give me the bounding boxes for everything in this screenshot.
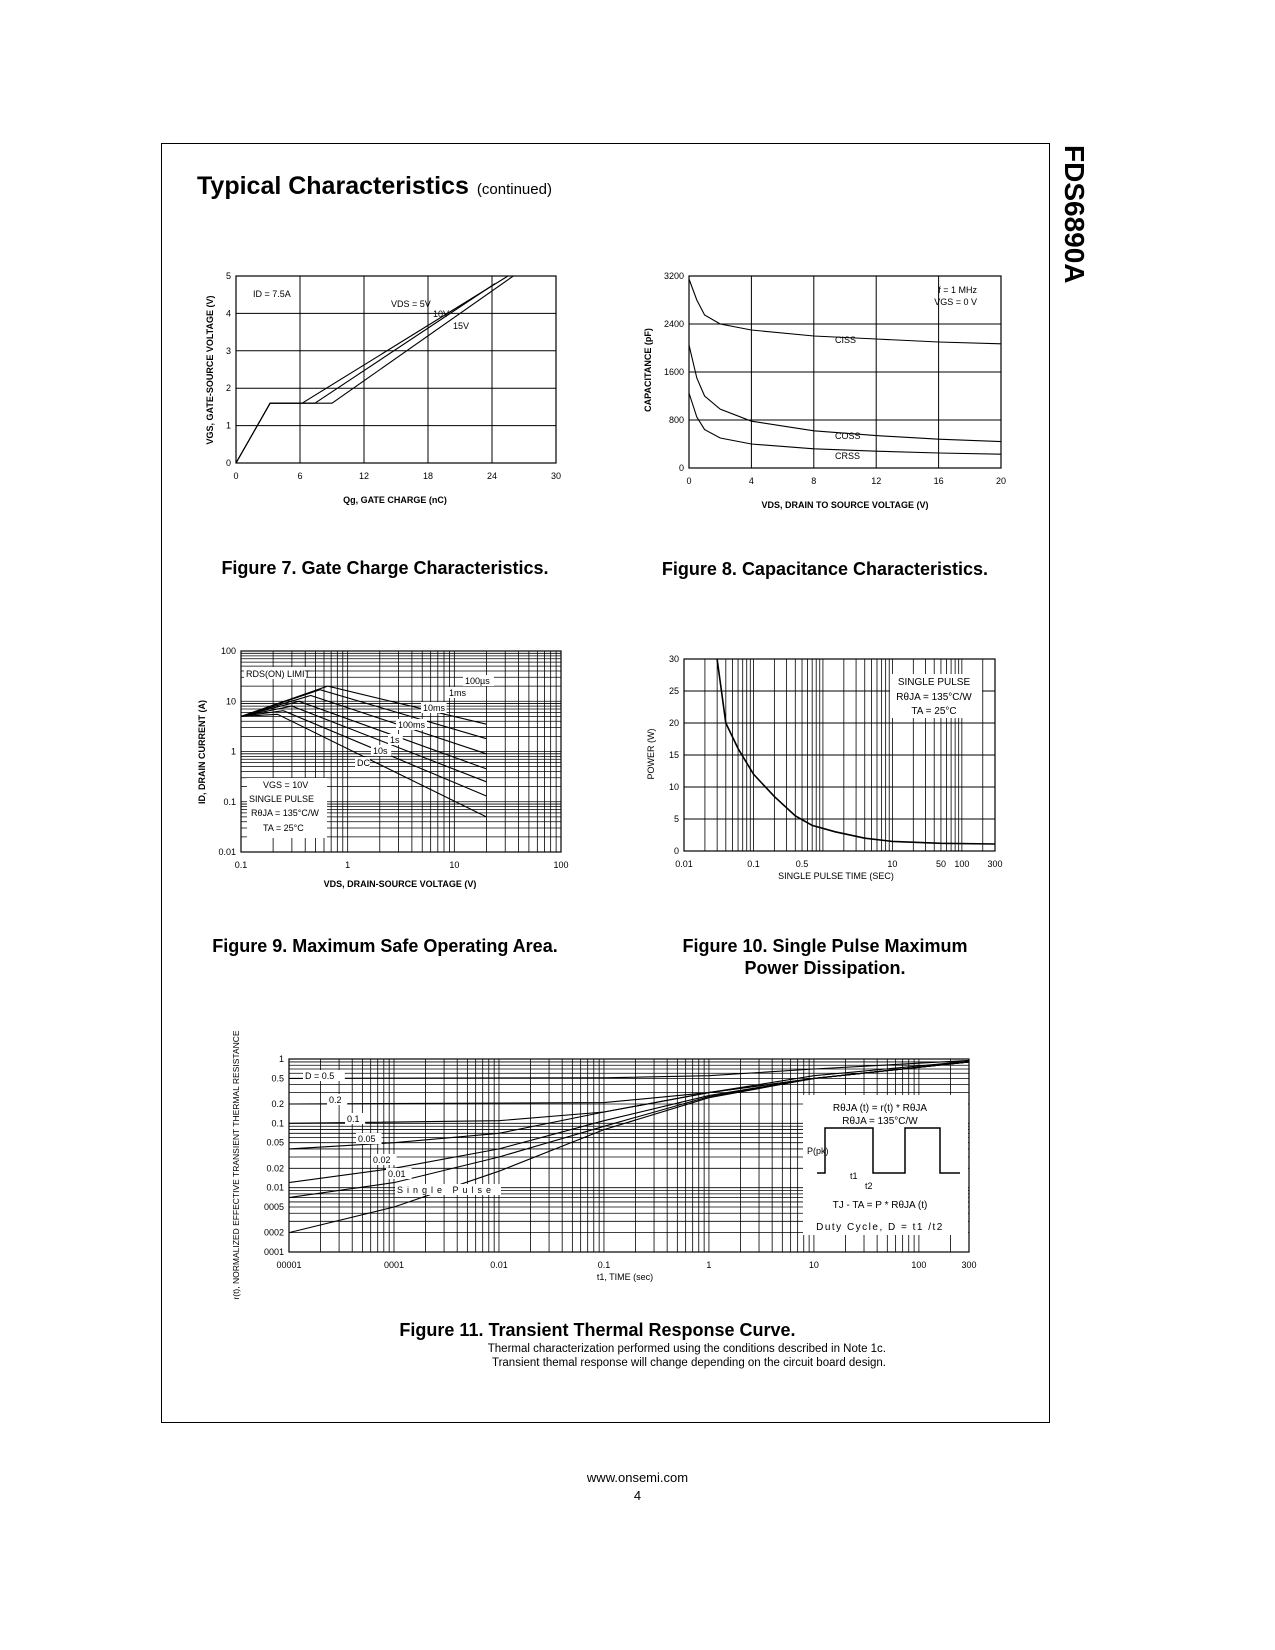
fig8-label-crss: CRSS bbox=[835, 451, 861, 461]
fig7-xlabel: Qg, GATE CHARGE (nC) bbox=[343, 495, 447, 505]
fig8-xlabel: VDS, DRAIN TO SOURCE VOLTAGE (V) bbox=[761, 500, 929, 510]
fig8-ylabel: CAPACITANCE (pF) bbox=[643, 328, 653, 412]
fig8-ytick-label: 3200 bbox=[663, 271, 684, 281]
fig7-lines bbox=[236, 276, 513, 463]
fig8-ytick-label: 0 bbox=[678, 463, 684, 473]
fig9-ytick-label: 0.1 bbox=[223, 796, 236, 807]
fig10-ytick-label: 25 bbox=[668, 686, 679, 696]
part-number-vertical bbox=[1052, 145, 1096, 305]
fig9-series-label: 100ms bbox=[398, 720, 426, 730]
part-number: FDS6890A bbox=[1059, 145, 1090, 284]
fig9-series-label: 10ms bbox=[423, 703, 446, 713]
fig8-xtick-label: 16 bbox=[933, 476, 944, 486]
fig8-chart bbox=[635, 265, 1025, 520]
fig8-xtick-label: 20 bbox=[995, 476, 1007, 486]
fig7-annotation-id: ID = 7.5A bbox=[253, 289, 291, 299]
fig11-series-label: 0.1 bbox=[347, 1114, 360, 1124]
fig9-xtick-label: 1 bbox=[345, 860, 351, 870]
fig8-label-coss: COSS bbox=[835, 431, 861, 441]
fig8-series-1 bbox=[689, 345, 1001, 442]
fig10-caption-line1: Figure 10. Single Pulse Maximum bbox=[682, 936, 968, 956]
fig11-series-label: 0.01 bbox=[388, 1169, 406, 1179]
page-heading bbox=[197, 172, 552, 201]
fig11-inset-rth: RθJA = 135°C/W bbox=[842, 1116, 918, 1127]
fig10-ytick-label: 20 bbox=[668, 718, 679, 728]
fig8-xtick-label: 8 bbox=[811, 476, 817, 486]
heading-suffix: (continued) bbox=[476, 181, 552, 198]
fig11-series-label: D = 0.5 bbox=[305, 1071, 335, 1081]
fig7-xtick-label: 24 bbox=[486, 471, 498, 481]
fig10-caption-line2: Power Dissipation. bbox=[744, 958, 906, 978]
fig11-xtick-label: 10 bbox=[808, 1260, 819, 1270]
fig9-info-pulse: SINGLE PULSE bbox=[249, 794, 315, 804]
fig10-xtick-label: 50 bbox=[935, 859, 946, 869]
fig7-xtick-label: 18 bbox=[422, 471, 434, 481]
fig7-series-2 bbox=[236, 276, 513, 463]
footer-page: 4 bbox=[633, 1488, 642, 1503]
fig10-info-ta: TA = 25°C bbox=[911, 706, 957, 717]
fig11-ytick-label: 0.02 bbox=[266, 1163, 284, 1174]
fig7-xtick-label: 12 bbox=[358, 471, 370, 481]
fig11-inset-ppk: P(pk) bbox=[807, 1146, 829, 1156]
fig7-annotation-15v: 15V bbox=[453, 321, 470, 331]
fig9-xlabel: VDS, DRAIN-SOURCE VOLTAGE (V) bbox=[323, 879, 477, 889]
fig11-ytick-label: 0001 bbox=[263, 1247, 284, 1257]
fig11-xlabel: t1, TIME (sec) bbox=[596, 1272, 654, 1282]
fig9-ytick-label: 10 bbox=[225, 696, 236, 707]
fig11-series-label: 0.05 bbox=[358, 1134, 376, 1144]
fig9-ytick-label: 100 bbox=[220, 646, 236, 656]
fig11-inset-t2: t2 bbox=[865, 1181, 873, 1191]
fig8-label-ciss: CISS bbox=[835, 335, 857, 345]
fig8-ytick-label: 1600 bbox=[663, 367, 684, 377]
fig11-caption: Figure 11. Transient Thermal Response Curve. bbox=[399, 1320, 796, 1340]
fig9-xtick-label: 0.1 bbox=[234, 860, 248, 870]
fig8-caption: Figure 8. Capacitance Characteristics. bbox=[661, 559, 989, 579]
fig10-info-rth: RθJA = 135°C/W bbox=[896, 692, 972, 703]
fig7-annotation-10v: 10V bbox=[433, 309, 450, 319]
heading-title: Typical Characteristics bbox=[197, 172, 469, 200]
fig10-ytick-label: 30 bbox=[668, 654, 679, 664]
fig10-xtick-label: 100 bbox=[954, 859, 970, 869]
fig7-xtick-label: 0 bbox=[233, 471, 239, 481]
fig8-annotation-freq: f = 1 MHz bbox=[938, 285, 977, 295]
fig10-ylabel: POWER (W) bbox=[646, 728, 656, 780]
fig11-ytick-label: 0.01 bbox=[266, 1182, 284, 1193]
fig11-chart bbox=[225, 1030, 995, 1300]
fig9-series-label: 1s bbox=[390, 735, 400, 745]
fig10-ytick-label: 5 bbox=[673, 814, 679, 824]
fig8-xtick-label: 0 bbox=[686, 476, 692, 486]
fig7-xtick-label: 6 bbox=[297, 471, 303, 481]
fig10-xtick-label: 0.5 bbox=[795, 859, 809, 869]
fig10-ytick-label: 0 bbox=[673, 846, 679, 856]
fig11-note bbox=[420, 1342, 886, 1370]
fig11-series-label: Single Pulse bbox=[397, 1185, 496, 1195]
fig11-note-line1: Thermal characterization performed using the conditions described in Note 1c. bbox=[487, 1343, 886, 1355]
fig8-ytick-label: 2400 bbox=[663, 319, 684, 329]
fig9-ytick-label: 0.01 bbox=[218, 847, 236, 857]
footer-url: www.onsemi.com bbox=[586, 1470, 689, 1485]
fig11-xtick-label: 0.01 bbox=[490, 1260, 508, 1270]
fig10-xtick-label: 0.1 bbox=[747, 859, 760, 869]
fig11-inset-rt: RθJA (t) = r(t) * RθJA bbox=[832, 1103, 928, 1114]
fig7-ytick-label: 5 bbox=[225, 271, 231, 281]
fig7-ytick-label: 4 bbox=[225, 308, 231, 319]
fig11-inset-tj: TJ - TA = P * RθJA (t) bbox=[832, 1200, 928, 1211]
fig9-xtick-label: 100 bbox=[553, 860, 569, 870]
fig7-ytick-label: 2 bbox=[225, 383, 231, 394]
fig9-xtick-label: 10 bbox=[449, 860, 460, 870]
fig11-ytick-label: 1 bbox=[278, 1054, 284, 1064]
fig9-series-label: 100µs bbox=[465, 676, 490, 686]
fig9-info-ta: TA = 25°C bbox=[263, 823, 304, 833]
fig8-annotation-vgs: VGS = 0 V bbox=[934, 297, 977, 307]
fig10-ytick-label: 15 bbox=[668, 750, 679, 760]
fig9-caption: Figure 9. Maximum Safe Operating Area. bbox=[212, 936, 558, 956]
fig9-series-label: 10s bbox=[373, 746, 388, 756]
fig11-inset-t1: t1 bbox=[850, 1171, 858, 1181]
fig7-series-0 bbox=[236, 276, 508, 463]
fig11-series-0 bbox=[289, 1060, 969, 1078]
fig11-note-line2: Transient themal response will change depending on the circuit board design. bbox=[491, 1357, 886, 1369]
fig7-annotation-5v: VDS = 5V bbox=[391, 299, 431, 309]
fig11-ytick-label: 0.05 bbox=[266, 1137, 284, 1148]
fig10-xtick-label: 300 bbox=[987, 859, 1003, 869]
fig11-ytick-label: 0.5 bbox=[271, 1073, 284, 1084]
fig10-chart bbox=[640, 650, 1015, 890]
fig7-caption: Figure 7. Gate Charge Characteristics. bbox=[221, 558, 549, 578]
fig10-xlabel: SINGLE PULSE TIME (SEC) bbox=[778, 871, 894, 881]
fig8-xtick-label: 4 bbox=[748, 476, 754, 486]
fig9-ytick-label: 1 bbox=[230, 746, 236, 757]
fig7-series-1 bbox=[236, 284, 495, 464]
fig11-xtick-label: 00001 bbox=[276, 1260, 302, 1270]
fig11-ytick-label: 0002 bbox=[263, 1227, 284, 1238]
fig7-ytick-label: 0 bbox=[225, 458, 231, 468]
fig8-series-2 bbox=[689, 393, 1001, 454]
fig9-series-label: 1ms bbox=[449, 688, 467, 698]
fig11-ylabel: r(t), NORMALIZED EFFECTIVE TRANSIENT THERMAL RESISTANCE bbox=[231, 1030, 241, 1300]
fig10-ytick-label: 10 bbox=[668, 782, 679, 792]
fig7-ytick-label: 1 bbox=[225, 420, 231, 431]
fig11-series-label: 0.02 bbox=[373, 1155, 391, 1165]
fig11-ytick-label: 0.1 bbox=[271, 1118, 284, 1129]
fig7-ytick-label: 3 bbox=[225, 345, 231, 356]
fig11-xtick-label: 0001 bbox=[383, 1260, 405, 1270]
fig10-info-pulse: SINGLE PULSE bbox=[897, 677, 971, 688]
fig7-chart bbox=[195, 265, 575, 515]
fig9-rds-label: RDS(ON) LIMIT bbox=[246, 669, 310, 679]
fig9-series-label: DC bbox=[357, 758, 370, 768]
fig8-ytick-label: 800 bbox=[668, 415, 684, 425]
fig11-ytick-label: 0.2 bbox=[271, 1098, 284, 1109]
fig11-xtick-label: 1 bbox=[706, 1260, 712, 1270]
fig11-ytick-label: 0005 bbox=[263, 1202, 284, 1213]
fig7-ylabel: VGS, GATE-SOURCE VOLTAGE (V) bbox=[205, 295, 215, 445]
fig9-ylabel: ID, DRAIN CURRENT (A) bbox=[197, 700, 207, 804]
fig11-xtick-label: 100 bbox=[911, 1260, 927, 1270]
fig7-xtick-label: 30 bbox=[550, 471, 562, 481]
fig10-xtick-label: 0.01 bbox=[675, 859, 693, 869]
fig11-xtick-label: 300 bbox=[961, 1260, 977, 1270]
fig9-info-vgs: VGS = 10V bbox=[263, 780, 309, 790]
fig11-xtick-label: 0.1 bbox=[597, 1260, 611, 1270]
fig11-inset-duty: Duty Cycle, D = t1 /t2 bbox=[816, 1222, 944, 1233]
fig10-xtick-label: 10 bbox=[887, 859, 898, 869]
fig9-info-rth: RθJA = 135°C/W bbox=[251, 808, 319, 818]
fig8-xtick-label: 12 bbox=[871, 476, 882, 486]
fig11-series-label: 0.2 bbox=[329, 1095, 342, 1105]
fig9-chart bbox=[195, 640, 580, 895]
